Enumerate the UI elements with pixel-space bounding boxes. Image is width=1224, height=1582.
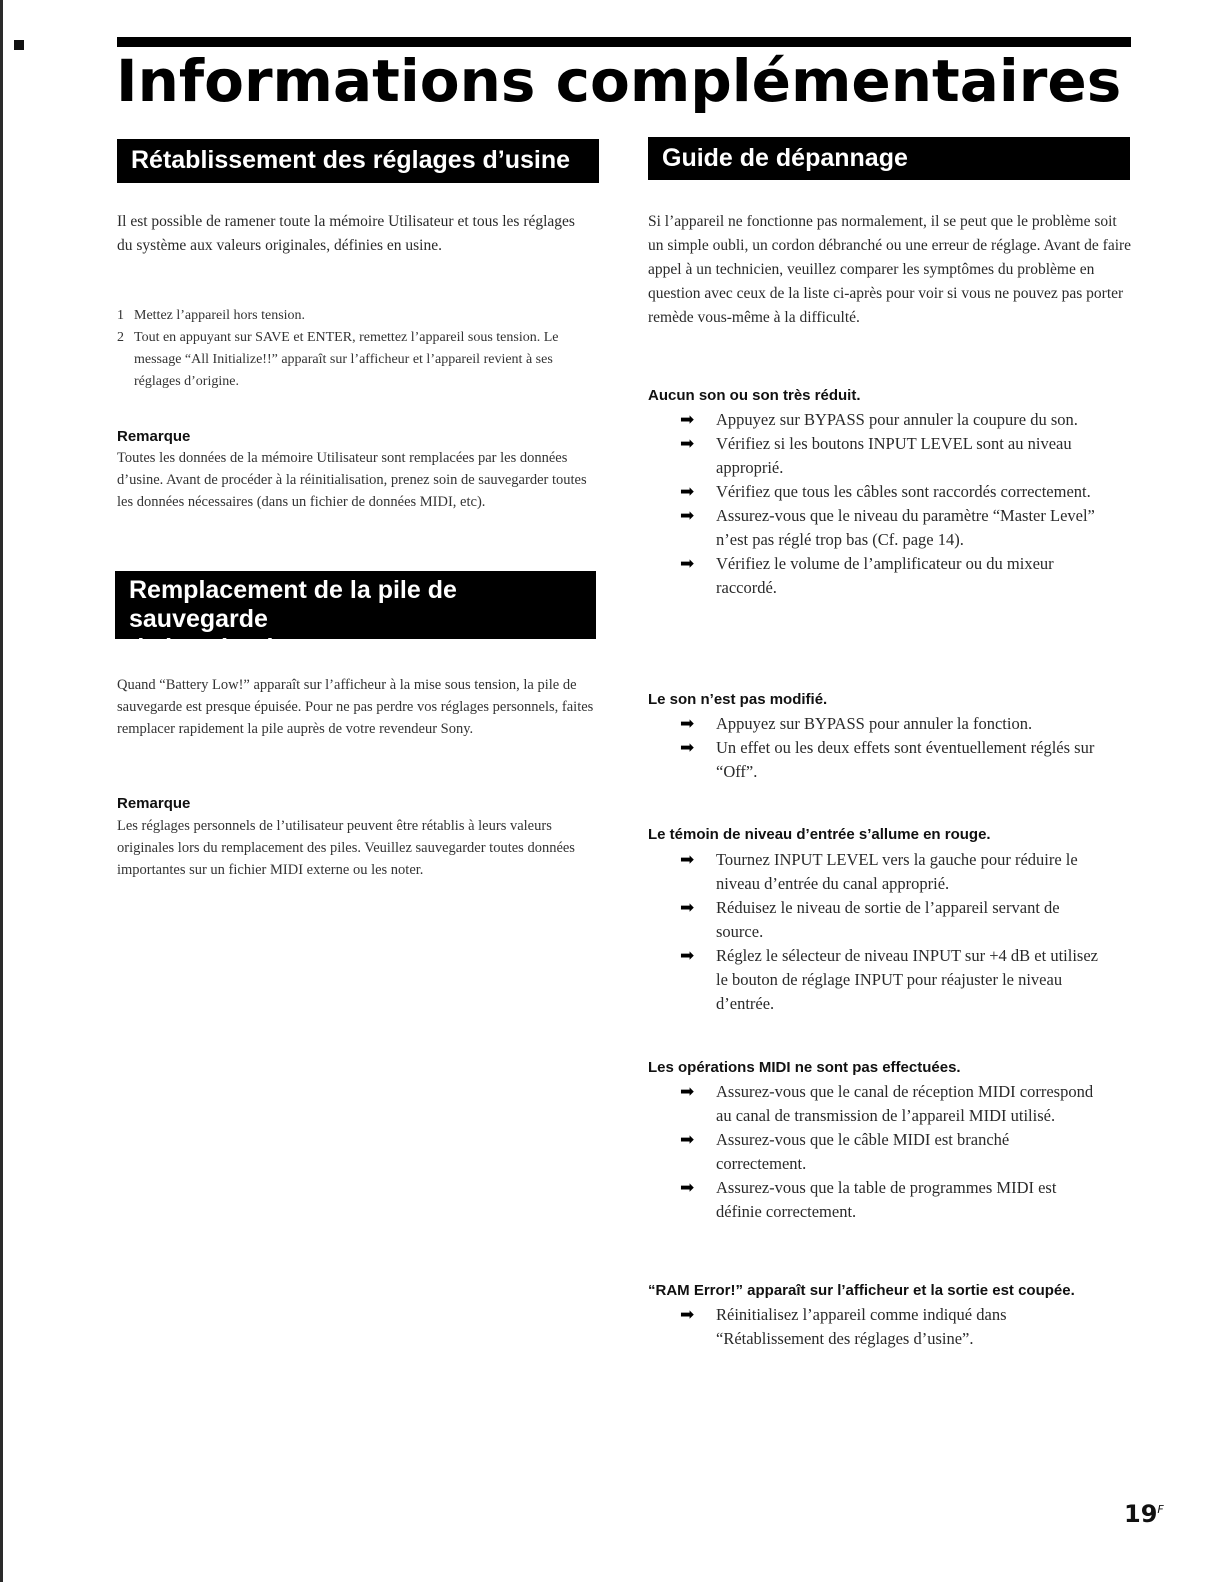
fix-item: [680, 1080, 1100, 1128]
reset-intro: Il est possible de ramener toute la mémoire Utilisateur et tous les réglages du système aux valeurs originales, définies en usine.: [117, 213, 575, 254]
corner-mark: [14, 40, 24, 50]
troubleshooting-intro: Si l’appareil ne fonctionne pas normalement, il se peut que le problème soit un simple oubli, un cordon débranché ou une erreur de réglage. Avant de faire appel à un technicien, veuillez comparer les symptômes du problème en question avec ceux de la liste ci-après pour voir si vous ne pouvez pas porter remède vous-même à la difficulté.: [648, 213, 1132, 326]
arrow-right-icon: ➡: [680, 1305, 695, 1325]
fix-text: Assurez-vous que le canal de réception MIDI correspond au canal de transmission de l’appareil MIDI utilisé.: [716, 1082, 1094, 1125]
reset-remark-heading: Remarque: [117, 428, 191, 445]
page-number-value: 19: [1124, 1500, 1158, 1528]
arrow-right-icon: ➡: [680, 850, 695, 870]
section-heading-troubleshooting: Guide de dépannage: [648, 137, 1130, 180]
top-rule: [117, 37, 1131, 47]
fix-text: Vérifiez le volume de l’amplificateur ou du mixeur raccordé.: [716, 554, 1054, 597]
scan-edge: [0, 0, 3, 1582]
fix-text: Assurez-vous que le câble MIDI est branché correctement.: [716, 1130, 1010, 1173]
section-heading-reset: Rétablissement des réglages d’usine: [117, 139, 599, 183]
fix-text: Vérifiez que tous les câbles sont raccordés correctement.: [716, 482, 1091, 501]
fix-item: [680, 1176, 1100, 1224]
fix-item: [680, 552, 1100, 600]
arrow-right-icon: ➡: [680, 898, 695, 918]
fix-item: [680, 408, 1100, 432]
battery-intro: Quand “Battery Low!” apparaît sur l’afficheur à la mise sous tension, la pile de sauvegarde est presque épuisée. Pour ne pas perdre vos réglages personnels, faites remplacer rapidement la pile auprès de votre revendeur Sony.: [117, 677, 594, 737]
fix-text: Appuyez sur BYPASS pour annuler la fonction.: [716, 714, 1033, 733]
arrow-right-icon: ➡: [680, 506, 695, 526]
problem-title: Les opérations MIDI ne sont pas effectuées.: [648, 1059, 961, 1076]
fix-item: [680, 944, 1100, 1016]
fix-item: [680, 504, 1100, 552]
fix-text: Appuyez sur BYPASS pour annuler la coupure du son.: [716, 410, 1078, 429]
page-number-suffix: F: [1157, 1503, 1164, 1516]
problem-title: Le témoin de niveau d’entrée s’allume en rouge.: [648, 826, 991, 843]
arrow-right-icon: ➡: [680, 1130, 695, 1150]
fix-item: [680, 848, 1100, 896]
fix-text: Tournez INPUT LEVEL vers la gauche pour réduire le niveau d’entrée du canal approprié.: [716, 850, 1078, 893]
page-number: [1124, 1500, 1164, 1528]
arrow-right-icon: ➡: [680, 946, 695, 966]
fix-text: Réduisez le niveau de sortie de l’appareil servant de source.: [716, 898, 1060, 941]
arrow-right-icon: ➡: [680, 738, 695, 758]
fix-text: Réglez le sélecteur de niveau INPUT sur +4 dB et utilisez le bouton de réglage INPUT pour réajuster le niveau d’entrée.: [716, 946, 1098, 1013]
battery-heading-line2: de la mémoire: [129, 634, 298, 662]
fix-item: [680, 432, 1100, 480]
step-text: Mettez l’appareil hors tension.: [134, 308, 306, 323]
fix-item: [680, 480, 1100, 504]
fix-item: [680, 1128, 1100, 1176]
problem-fixes: [680, 848, 1100, 1016]
fix-item: [680, 896, 1100, 944]
reset-step: [117, 305, 592, 327]
battery-remark-text: Les réglages personnels de l’utilisateur peuvent être rétablis à leurs valeurs originales lors du remplacement des piles. Veuillez sauvegarder toutes données importantes sur un fichier MIDI externe ou les noter.: [117, 818, 575, 878]
page-title: Informations complémentaires: [116, 47, 1122, 115]
fix-text: Assurez-vous que le niveau du paramètre “Master Level” n’est pas réglé trop bas (Cf. page 14).: [716, 506, 1095, 549]
fix-text: Vérifiez si les boutons INPUT LEVEL sont au niveau approprié.: [716, 434, 1072, 477]
arrow-right-icon: ➡: [680, 434, 695, 454]
fix-item: [680, 736, 1100, 784]
arrow-right-icon: ➡: [680, 410, 695, 430]
problem-title: “RAM Error!” apparaît sur l’afficheur et la sortie est coupée.: [648, 1282, 1075, 1299]
problem-title: Le son n’est pas modifié.: [648, 691, 828, 708]
step-number: 2: [117, 330, 124, 345]
problem-title: Aucun son ou son très réduit.: [648, 387, 861, 404]
arrow-right-icon: ➡: [680, 554, 695, 574]
reset-remark-text: Toutes les données de la mémoire Utilisateur sont remplacées par les données d’usine. Avant de procéder à la réinitialisation, prenez soin de sauvegarder toutes les données nécessaires (dans un fichier de données MIDI, etc).: [117, 450, 587, 510]
reset-steps: [117, 305, 592, 393]
problem-fixes: [680, 712, 1100, 784]
battery-remark-heading: Remarque: [117, 795, 191, 812]
arrow-right-icon: ➡: [680, 1082, 695, 1102]
arrow-right-icon: ➡: [680, 482, 695, 502]
fix-text: Réinitialisez l’appareil comme indiqué dans “Rétablissement des réglages d’usine”.: [716, 1305, 1007, 1348]
section-heading-battery: [115, 571, 596, 662]
fix-item: [680, 712, 1100, 736]
step-number: 1: [117, 308, 124, 323]
problem-fixes: [680, 1303, 1100, 1351]
problem-fixes: [680, 408, 1100, 600]
step-text: Tout en appuyant sur SAVE et ENTER, remettez l’appareil sous tension. Le message “All Initialize!!” apparaît sur l’afficheur et l’appareil revient à ses réglages d’origine.: [134, 330, 559, 389]
problem-fixes: [680, 1080, 1100, 1224]
fix-text: Assurez-vous que la table de programmes MIDI est définie correctement.: [716, 1178, 1057, 1221]
arrow-right-icon: ➡: [680, 714, 695, 734]
reset-step: [117, 327, 592, 393]
arrow-right-icon: ➡: [680, 1178, 695, 1198]
battery-heading-line1: Remplacement de la pile de sauvegarde: [129, 576, 457, 633]
fix-text: Un effet ou les deux effets sont éventuellement réglés sur “Off”.: [716, 738, 1095, 781]
fix-item: [680, 1303, 1100, 1351]
